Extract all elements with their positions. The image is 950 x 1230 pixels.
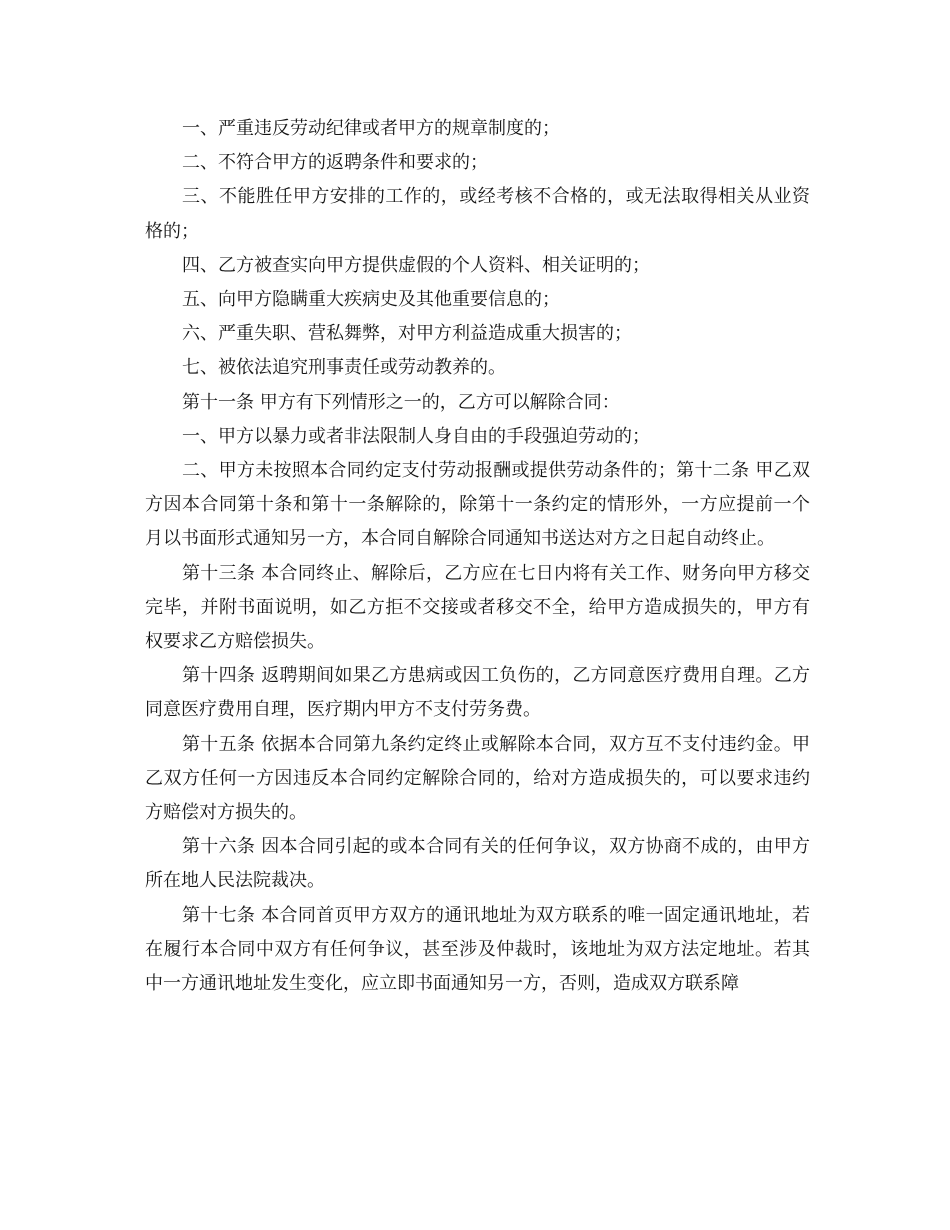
paragraph: 六、严重失职、营私舞弊，对甲方利益造成重大损害的； [182, 323, 632, 345]
paragraph: 四、乙方被查实向甲方提供虚假的个人资料、相关证明的； [182, 254, 650, 276]
article-14: 第十四条 返聘期间如果乙方患病或因工负伤的，乙方同意医疗费用自理。乙方同意医疗费用自理，医疗期内甲方不支付劳务费。 [145, 665, 810, 721]
article-heading-11: 第十一条 甲方有下列情形之一的，乙方可以解除合同： [182, 391, 620, 413]
article-15: 第十五条 依据本合同第九条约定终止或解除本合同，双方互不支付违约金。甲乙双方任何一方因违反本合同约定解除合同的，给对方造成损失的，可以要求违约方赔偿对方损失的。 [145, 733, 810, 824]
article-13: 第十三条 本合同终止、解除后，乙方应在七日内将有关工作、财务向甲方移交完毕，并附书面说明，如乙方拒不交接或者移交不全，给甲方造成损失的，甲方有权要求乙方赔偿损失。 [145, 562, 810, 653]
paragraph: 二、不符合甲方的返聘条件和要求的； [182, 152, 488, 174]
paragraph: 七、被依法追究刑事责任或劳动教养的。 [182, 357, 506, 379]
article-17: 第十七条 本合同首页甲方双方的通讯地址为双方联系的唯一固定通讯地址，若在履行本合同中双方有任何争议，甚至涉及仲裁时，该地址为双方法定地址。若其中一方通讯地址发生变化，应立即书面通知另一方，否则，造成双方联系障 [145, 904, 810, 995]
paragraph: 一、严重违反劳动纪律或者甲方的规章制度的； [182, 118, 560, 139]
document-body [145, 112, 810, 1001]
paragraph: 一、甲方以暴力或者非法限制人身自由的手段强迫劳动的； [182, 425, 650, 447]
paragraph: 二、甲方未按照本合同约定支付劳动报酬或提供劳动条件的；第十二条 甲乙双方因本合同第十条和第十一条解除的，除第十一条约定的情形外，一方应提前一个月以书面形式通知另一方，本合同自解除合同通知书送达对方之日起自动终止。 [145, 460, 810, 550]
article-16: 第十六条 因本合同引起的或本合同有关的任何争议，双方协商不成的，由甲方所在地人民法院裁决。 [145, 836, 810, 892]
paragraph: 三、不能胜任甲方安排的工作的，或经考核不合格的，或无法取得相关从业资格的； [145, 186, 810, 242]
paragraph: 五、向甲方隐瞒重大疾病史及其他重要信息的； [182, 289, 560, 311]
